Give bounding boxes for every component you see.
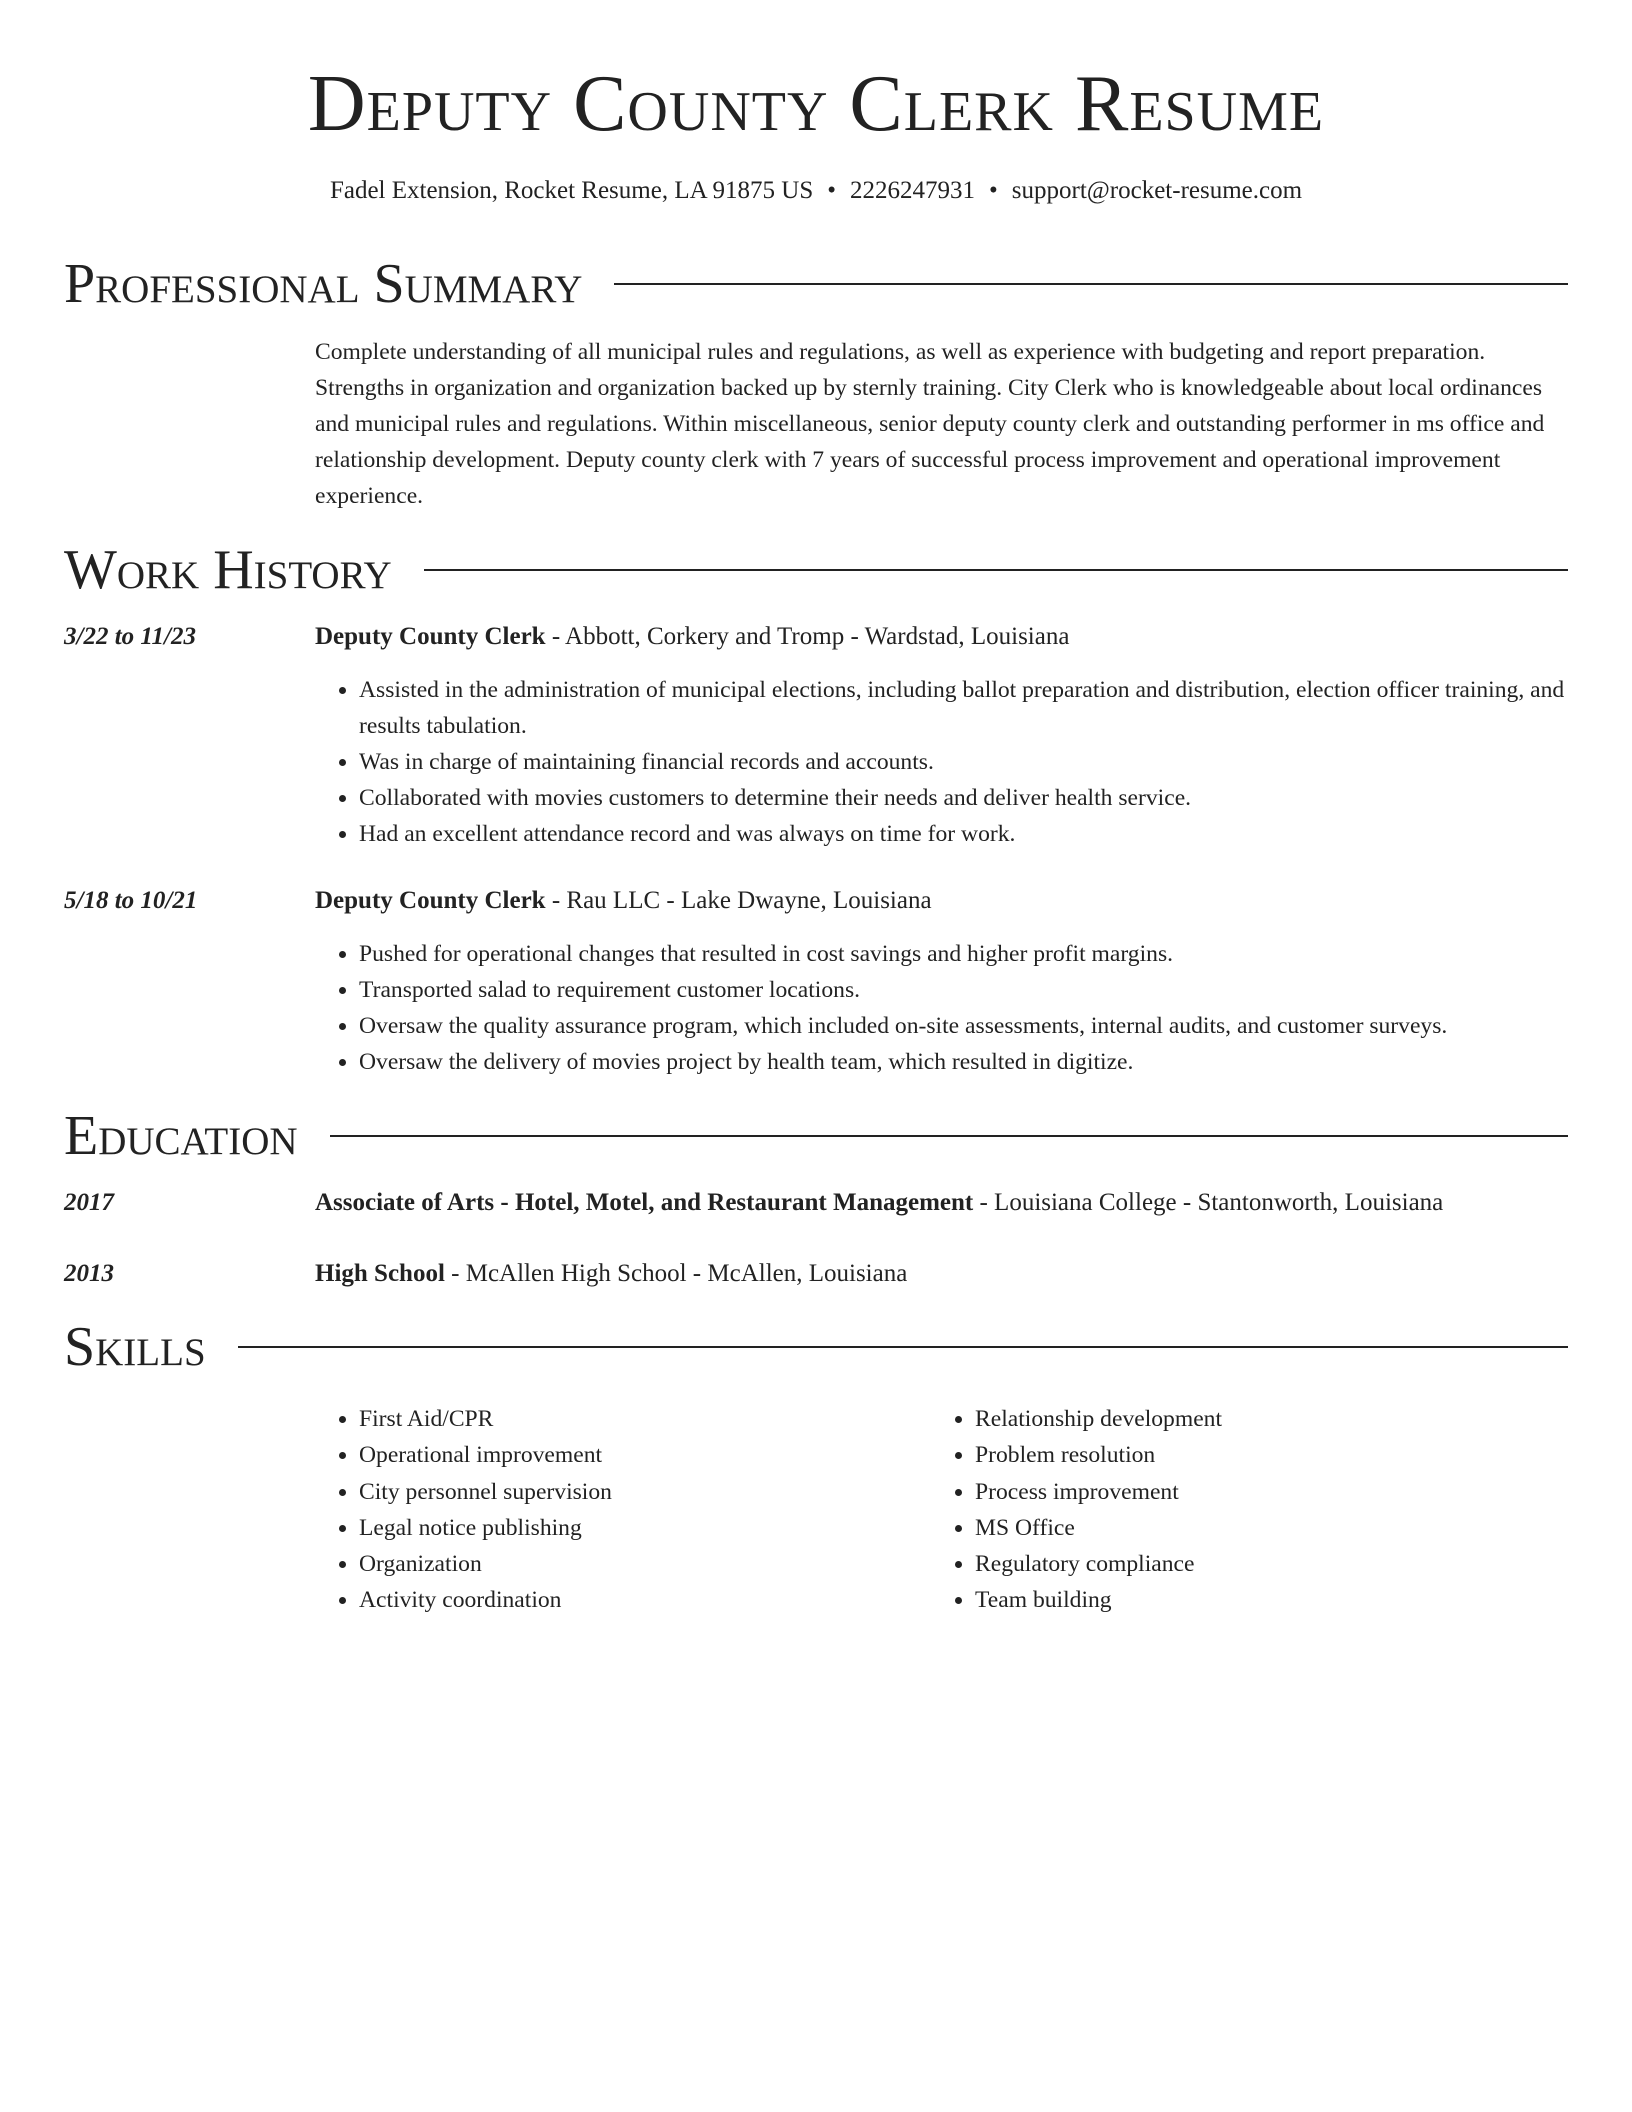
education-school: - Louisiana College - Stantonworth, Louisiana xyxy=(973,1189,1444,1216)
job-entry xyxy=(64,620,1568,852)
contact-address: Fadel Extension, Rocket Resume, LA 91875 US xyxy=(329,177,814,204)
skill-item: • Team building xyxy=(975,1582,1547,1618)
job-employer: - Abbott, Corkery and Tromp - Wardstad, Louisiana xyxy=(545,623,1070,650)
job-bullet: • Transported salad to requirement customer locations. xyxy=(359,972,1568,1008)
job-bullet: • Was in charge of maintaining financial records and accounts. xyxy=(359,744,1568,780)
skill-item: • Legal notice publishing xyxy=(359,1510,931,1546)
skills-heading: Skills xyxy=(64,1316,206,1378)
contact-line xyxy=(64,174,1568,208)
skill-item: • Activity coordination xyxy=(359,1582,931,1618)
education-school: - McAllen High School - McAllen, Louisiana xyxy=(444,1260,908,1287)
summary-text: Complete understanding of all municipal rules and regulations, as well as experience with budgeting and report preparation. Strengths in organization and organization backed up by sternly training. City Clerk who is knowledgeable about local ordinances and municipal rules and regulations. Within miscellaneous, senior deputy county clerk and outstanding performer in ms office and relationship development. Deputy county clerk with 7 years of successful process improvement and operational improvement experience. xyxy=(315,339,1545,509)
skill-item: • Regulatory compliance xyxy=(975,1546,1547,1582)
job-bullet: • Assisted in the administration of municipal elections, including ballot preparation and distribution, election officer training, and results tabulation. xyxy=(359,672,1568,744)
job-bullet: • Oversaw the quality assurance program, which included on-site assessments, internal audits, and customer surveys. xyxy=(359,1008,1568,1044)
work-heading: Work History xyxy=(64,539,392,601)
job-bullets xyxy=(315,672,1568,852)
job-bullet: • Collaborated with movies customers to determine their needs and deliver health service. xyxy=(359,780,1568,816)
summary-heading: Professional Summary xyxy=(64,253,583,315)
skill-item: • Relationship development xyxy=(975,1401,1547,1437)
education-heading: Education xyxy=(64,1105,298,1167)
skill-item: • Problem resolution xyxy=(975,1437,1547,1473)
job-bullet: • Had an excellent attendance record and was always on time for work. xyxy=(359,816,1568,852)
summary-section-header xyxy=(64,252,1568,316)
job-heading xyxy=(315,884,1568,918)
skills-section-header xyxy=(64,1315,1568,1379)
job-title: Deputy County Clerk xyxy=(315,887,546,914)
contact-separator: • xyxy=(989,177,998,204)
skills-list-right xyxy=(931,1401,1547,1619)
education-entry xyxy=(64,1186,1568,1220)
job-body xyxy=(315,620,1568,852)
skill-item: • MS Office xyxy=(975,1510,1547,1546)
education-year: 2013 xyxy=(64,1260,114,1287)
resume-title: Deputy County Clerk Resume xyxy=(307,60,1325,148)
skill-item: • Operational improvement xyxy=(359,1437,931,1473)
education-section-header xyxy=(64,1104,1568,1168)
education-entry xyxy=(64,1257,1568,1291)
job-bullet: • Pushed for operational changes that resulted in cost savings and higher profit margins. xyxy=(359,936,1568,972)
job-bullets xyxy=(315,936,1568,1080)
job-entry xyxy=(64,884,1568,1080)
contact-separator: • xyxy=(827,177,836,204)
work-section-header xyxy=(64,538,1568,602)
section-divider xyxy=(424,569,1568,571)
section-divider xyxy=(238,1346,1568,1348)
skill-item: • Organization xyxy=(359,1546,931,1582)
job-dates: 3/22 to 11/23 xyxy=(64,623,196,650)
contact-phone: 2226247931 xyxy=(850,177,975,204)
job-title: Deputy County Clerk xyxy=(315,623,546,650)
section-divider xyxy=(330,1135,1568,1137)
contact-email: support@rocket-resume.com xyxy=(1011,177,1303,204)
education-heading-line xyxy=(315,1257,1568,1291)
education-heading-line xyxy=(315,1186,1568,1220)
job-heading xyxy=(315,620,1568,654)
skills-list-left xyxy=(315,1401,931,1619)
education-year: 2017 xyxy=(64,1189,114,1216)
job-bullet: • Oversaw the delivery of movies project by health team, which resulted in digitize. xyxy=(359,1044,1568,1080)
resume-page xyxy=(64,0,1568,1619)
skill-item: • First Aid/CPR xyxy=(359,1401,931,1437)
skills-columns xyxy=(315,1401,1568,1619)
skill-item: • City personnel supervision xyxy=(359,1474,931,1510)
section-divider xyxy=(614,283,1568,285)
skill-item: • Process improvement xyxy=(975,1474,1547,1510)
job-body xyxy=(315,884,1568,1080)
job-employer: - Rau LLC - Lake Dwayne, Louisiana xyxy=(545,887,932,914)
education-degree: High School xyxy=(315,1260,445,1287)
education-degree: Associate of Arts - Hotel, Motel, and Restaurant Management xyxy=(315,1189,974,1216)
job-dates: 5/18 to 10/21 xyxy=(64,887,198,914)
